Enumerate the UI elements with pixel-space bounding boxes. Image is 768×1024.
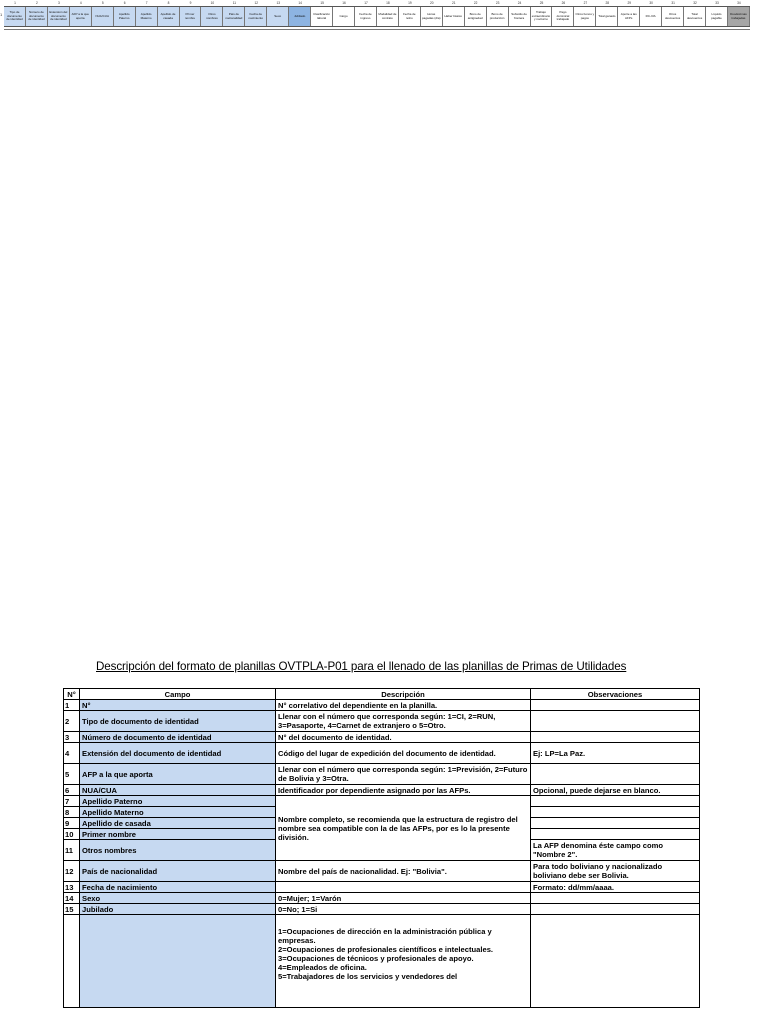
table-row (64, 764, 700, 785)
row-num: 2 (64, 711, 80, 732)
row-descripcion-merged: Nombre completo, se recomienda que la estructura de registro del nombre sea compatible con la de las AFPs, por es lo la presente división. (276, 796, 531, 861)
row-descripcion (276, 882, 531, 893)
column-header-cell: Primer nombre (180, 7, 202, 26)
header-campo: Campo (80, 689, 276, 700)
row-campo: Apellido Paterno (80, 796, 276, 807)
column-header-cell: Apellido Materno (136, 7, 158, 26)
row-num: 5 (64, 764, 80, 785)
column-number: 13 (276, 1, 280, 5)
row-observaciones (531, 829, 700, 840)
blank-data-row (4, 26, 750, 30)
row-observaciones: Para todo boliviano y nacionalizado boliviano debe ser Bolivia. (531, 861, 700, 882)
row-observaciones: Formato: dd/mm/aaaa. (531, 882, 700, 893)
column-number: 7 (145, 1, 148, 5)
row-campo: Extensión del documento de identidad (80, 743, 276, 764)
table-row (64, 882, 700, 893)
row-observaciones (531, 904, 700, 915)
column-number: 32 (693, 1, 697, 5)
row-campo: NUA/CUA (80, 785, 276, 796)
row-campo: Sexo (80, 893, 276, 904)
column-number: 30 (649, 1, 653, 5)
column-number: 12 (254, 1, 259, 5)
column-number: 22 (473, 1, 478, 5)
column-number: 25 (539, 1, 544, 5)
column-number: 16 (342, 1, 346, 5)
column-number: 2 (36, 1, 38, 5)
row-num: 8 (64, 807, 80, 818)
column-header-cell: Clasificación laboral (311, 7, 333, 26)
column-header-cell: Duodécimas trabajadas (728, 7, 750, 26)
column-number: 14 (298, 1, 302, 5)
column-header-cell: Fecha de ingreso (355, 7, 377, 26)
row-observaciones (531, 796, 700, 807)
row-num: 15 (64, 904, 80, 915)
column-header-cell: Haber básico (443, 7, 465, 26)
column-number: 20 (430, 1, 434, 5)
table-row (64, 893, 700, 904)
column-header-cell: Otros nombres (201, 7, 223, 26)
row-num: 11 (64, 840, 80, 861)
row-num: 1 (64, 700, 80, 711)
column-number: 6 (123, 1, 126, 5)
row-campo: País de nacionalidad (80, 861, 276, 882)
column-number: 28 (605, 1, 610, 5)
row-descripcion: N° del documento de identidad. (276, 732, 531, 743)
column-header-cell: Número de documento de identidad (26, 7, 48, 26)
row-num: 3 (64, 732, 80, 743)
row-num: 6 (64, 785, 80, 796)
row-descripcion: Identificador por dependiente asignado por las AFPs. (276, 785, 531, 796)
table-row (64, 732, 700, 743)
row-descripcion: 0=Mujer; 1=Varón (276, 893, 531, 904)
column-number: 1 (14, 1, 16, 5)
row-num: 9 (64, 818, 80, 829)
column-number: 33 (715, 1, 719, 5)
column-number: 18 (386, 1, 390, 5)
row-descripcion: Código del lugar de expedición del documento de identidad. (276, 743, 531, 764)
table-row (64, 861, 700, 882)
row-descripcion: Llenar con el número que corresponda según: 1=CI, 2=RUN, 3=Pasaporte, 4=Carnet de extranjero o 5=Otro. (276, 711, 531, 732)
row-observaciones (531, 732, 700, 743)
row-observaciones (531, 893, 700, 904)
column-header-cell: AFP a la que aporta (70, 7, 92, 26)
column-header-cell: NUA/CUA (92, 7, 114, 26)
row-campo: Apellido de casada (80, 818, 276, 829)
column-number: 21 (451, 1, 456, 5)
row-num: 4 (64, 743, 80, 764)
column-header-cell: Apellido Paterno (114, 7, 136, 26)
table-row (64, 743, 700, 764)
table-header-row (64, 689, 700, 700)
table-row (64, 785, 700, 796)
column-header-cell: Tipo de documento de identidad (4, 7, 26, 26)
row-observaciones: La AFP denomina éste campo como "Nombre 2". (531, 840, 700, 861)
column-header-cell: Sexo (267, 7, 289, 26)
row-descripcion: N° correlativo del dependiente en la planilla. (276, 700, 531, 711)
column-header-cell: Extensión del documento de identidad (48, 7, 70, 26)
row-campo: Jubilado (80, 904, 276, 915)
column-header-cell: Bono de antigüedad (465, 7, 487, 26)
row-observaciones: Ej: LP=La Paz. (531, 743, 700, 764)
column-header-row (4, 6, 750, 27)
column-number: 23 (495, 1, 500, 5)
column-number: 26 (561, 1, 566, 5)
row-observaciones (531, 711, 700, 732)
row-campo: Apellido Materno (80, 807, 276, 818)
header-num: N° (64, 689, 80, 700)
column-header-cell: Cargo (333, 7, 355, 26)
column-header-cell: Trabajo extraordinario y nocturno (531, 7, 553, 26)
table-row (64, 796, 700, 807)
row-campo: AFP a la que aporta (80, 764, 276, 785)
row-observaciones (531, 700, 700, 711)
row-descripcion: Llenar con el número que corresponda según: 1=Previsión, 2=Futuro de Bolivia y 3=Otra. (276, 764, 531, 785)
column-header-cell: Otros bonos y pagos (574, 7, 596, 26)
column-number: 19 (408, 1, 412, 5)
row-observaciones: Opcional, puede dejarse en blanco. (531, 785, 700, 796)
column-number: 34 (737, 1, 741, 5)
row-campo: Fecha de nacimiento (80, 882, 276, 893)
row-descripcion: 0=No; 1=Si (276, 904, 531, 915)
column-header-cell: Bono de producción (487, 7, 509, 26)
column-number: 8 (167, 1, 170, 5)
column-number: 11 (232, 1, 236, 5)
row-observaciones (531, 807, 700, 818)
column-header-cell: Total ganado (596, 7, 618, 26)
row-campo: Tipo de documento de identidad (80, 711, 276, 732)
column-header-cell: Apellido de casada (158, 7, 180, 26)
row-observaciones (531, 915, 700, 1008)
column-header-cell: País de nacionalidad (223, 7, 245, 26)
spreadsheet-preview-strip (0, 0, 750, 30)
row-num: 7 (64, 796, 80, 807)
column-header-cell: Jubilado (289, 7, 311, 26)
column-number: 31 (671, 1, 675, 5)
row-num: 13 (64, 882, 80, 893)
row-marker: 1 (0, 12, 3, 17)
row-observaciones (531, 764, 700, 785)
row-campo: Primer nombre (80, 829, 276, 840)
field-description-table (63, 688, 700, 1008)
column-header-cell: Aporte a las AFPs (618, 7, 640, 26)
column-header-cell: Horas pagadas (día) (421, 7, 443, 26)
header-observaciones: Observaciones (531, 689, 700, 700)
row-observaciones (531, 818, 700, 829)
header-descripcion: Descripción (276, 689, 531, 700)
column-number: 9 (189, 1, 192, 5)
column-header-cell: Modalidad de contrato (377, 7, 399, 26)
column-number: 10 (210, 1, 215, 5)
row-campo (80, 915, 276, 1008)
row-descripcion: Nombre del país de nacionalidad. Ej: "Bolivia". (276, 861, 531, 882)
row-descripcion: 1=Ocupaciones de dirección en la administración pública y empresas. 2=Ocupaciones de profesionales científicos e intelectuales. 3=Ocupaciones de técnicos y profesionales de apoyo. 4=Empleados de oficina. 5=Trabajadores de los servicios y vendedores del (276, 915, 531, 1008)
column-number: 24 (517, 1, 522, 5)
row-num: 10 (64, 829, 80, 840)
column-number: 3 (57, 1, 60, 5)
column-header-cell: Fecha de retiro (399, 7, 421, 26)
column-header-cell: RC-IVA (640, 7, 662, 26)
row-campo: Número de documento de identidad (80, 732, 276, 743)
column-header-cell: Líquido pagable (706, 7, 728, 26)
table-row (64, 915, 700, 1008)
column-header-cell: Otros descuentos (662, 7, 684, 26)
column-header-cell: Fecha de nacimiento (245, 7, 267, 26)
document-title: Descripción del formato de planillas OVTPLA-P01 para el llenado de las planillas de Primas de Utilidades (96, 660, 627, 673)
column-number: 5 (101, 1, 104, 5)
table-row (64, 904, 700, 915)
column-number: 29 (627, 1, 631, 5)
row-num: 14 (64, 893, 80, 904)
column-header-cell: Total descuentos (684, 7, 706, 26)
row-campo: N° (80, 700, 276, 711)
column-header-cell: Subsidio de frontera (509, 7, 531, 26)
column-number: 15 (320, 1, 324, 5)
table-row (64, 700, 700, 711)
column-number: 4 (79, 1, 82, 5)
row-campo: Otros nombres (80, 840, 276, 861)
row-num: 12 (64, 861, 80, 882)
column-number: 17 (364, 1, 368, 5)
column-header-cell: Pago dominical trabajado (552, 7, 574, 26)
table-row (64, 711, 700, 732)
row-num (64, 915, 80, 1008)
column-number: 27 (583, 1, 588, 5)
